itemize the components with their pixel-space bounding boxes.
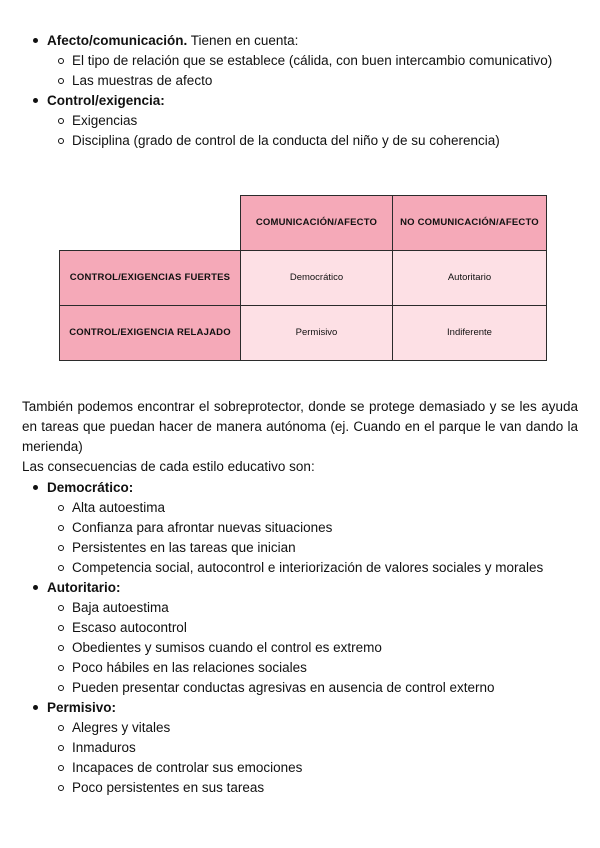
sub-list-item (0, 738, 600, 758)
sub-list-item (0, 678, 600, 698)
item-title: Autoritario: (47, 580, 121, 595)
sub-list-item (0, 538, 600, 558)
table-row (60, 306, 547, 361)
sub-item-text: Escaso autocontrol (72, 620, 187, 635)
circle-bullet-icon (58, 685, 64, 691)
sub-item-text: Poco persistentes en sus tareas (72, 780, 265, 795)
sub-item-text: Incapaces de controlar sus emociones (72, 760, 303, 775)
bullet-icon (33, 585, 38, 590)
sub-list-item (0, 558, 600, 578)
sub-list-item (0, 71, 600, 91)
circle-bullet-icon (58, 765, 64, 771)
bullet-icon (33, 485, 38, 490)
dimensions-list (0, 31, 600, 151)
circle-bullet-icon (58, 645, 64, 651)
circle-bullet-icon (58, 58, 64, 64)
sub-list-item (0, 111, 600, 131)
table-empty-corner (60, 196, 241, 251)
sub-list-item (0, 618, 600, 638)
parenting-styles-table (59, 195, 547, 361)
sub-item-text: Disciplina (grado de control de la conducta del niño y de su coherencia) (72, 133, 500, 148)
circle-bullet-icon (58, 785, 64, 791)
sub-list-item (0, 598, 600, 618)
sub-item-text: Baja autoestima (72, 600, 169, 615)
circle-bullet-icon (58, 605, 64, 611)
sub-item-text: El tipo de relación que se establece (cálida, con buen intercambio comunicativo) (72, 53, 553, 68)
sub-item-text: Persistentes en las tareas que inician (72, 540, 296, 555)
table-cell: Permisivo (241, 306, 393, 361)
table-cell: Autoritario (393, 251, 547, 306)
list-item-autoritario (0, 578, 600, 598)
sub-item-text: Confianza para afrontar nuevas situaciones (72, 520, 333, 535)
styles-list (0, 478, 600, 798)
sub-list-item (0, 51, 600, 71)
list-item-afecto (0, 31, 600, 51)
item-title: Afecto/comunicación. (47, 33, 188, 48)
sub-list-item (0, 758, 600, 778)
intro-text: Las consecuencias de cada estilo educativo son: (22, 459, 315, 474)
sub-list-item (0, 778, 600, 798)
sub-item-text: Alta autoestima (72, 500, 166, 515)
circle-bullet-icon (58, 745, 64, 751)
table-header-row (60, 196, 547, 251)
column-header: COMUNICACIÓN/AFECTO (241, 196, 393, 251)
sub-list-item (0, 518, 600, 538)
row-header: CONTROL/EXIGENCIA RELAJADO (60, 306, 241, 361)
table-row (60, 251, 547, 306)
item-title: Control/exigencia: (47, 93, 165, 108)
list-item-democratico (0, 478, 600, 498)
row-header: CONTROL/EXIGENCIAS FUERTES (60, 251, 241, 306)
table-cell: Democrático (241, 251, 393, 306)
sub-item-text: Poco hábiles en las relaciones sociales (72, 660, 307, 675)
sub-list-item (0, 498, 600, 518)
circle-bullet-icon (58, 118, 64, 124)
sub-item-text: Las muestras de afecto (72, 73, 213, 88)
sub-list-item (0, 131, 600, 151)
bullet-icon (33, 98, 38, 103)
bullet-icon (33, 705, 38, 710)
item-title: Democrático: (47, 480, 134, 495)
sub-item-text: Obedientes y sumisos cuando el control es extremo (72, 640, 382, 655)
sub-item-text: Competencia social, autocontrol e interiorización de valores sociales y morales (72, 560, 544, 575)
column-header: NO COMUNICACIÓN/AFECTO (393, 196, 547, 251)
circle-bullet-icon (58, 525, 64, 531)
sub-list-item (0, 638, 600, 658)
bullet-icon (33, 38, 38, 43)
circle-bullet-icon (58, 138, 64, 144)
list-item-permisivo (0, 698, 600, 718)
circle-bullet-icon (58, 565, 64, 571)
circle-bullet-icon (58, 625, 64, 631)
item-text: Tienen en cuenta: (187, 33, 299, 48)
sobreprotector-paragraph: También podemos encontrar el sobreprotector, donde se protege demasiado y se les ayuda en tareas que puedan hacer de manera autónoma (ej. Cuando en el parque le van dando la merienda) (22, 399, 578, 454)
item-title: Permisivo: (47, 700, 117, 715)
circle-bullet-icon (58, 725, 64, 731)
table-cell: Indiferente (393, 306, 547, 361)
circle-bullet-icon (58, 545, 64, 551)
sub-item-text: Pueden presentar conductas agresivas en ausencia de control externo (72, 680, 495, 695)
sub-item-text: Inmaduros (72, 740, 136, 755)
circle-bullet-icon (58, 78, 64, 84)
circle-bullet-icon (58, 505, 64, 511)
sub-item-text: Exigencias (72, 113, 138, 128)
circle-bullet-icon (58, 665, 64, 671)
sub-list-item (0, 718, 600, 738)
sub-item-text: Alegres y vitales (72, 720, 171, 735)
sub-list-item (0, 658, 600, 678)
list-item-control (0, 91, 600, 111)
